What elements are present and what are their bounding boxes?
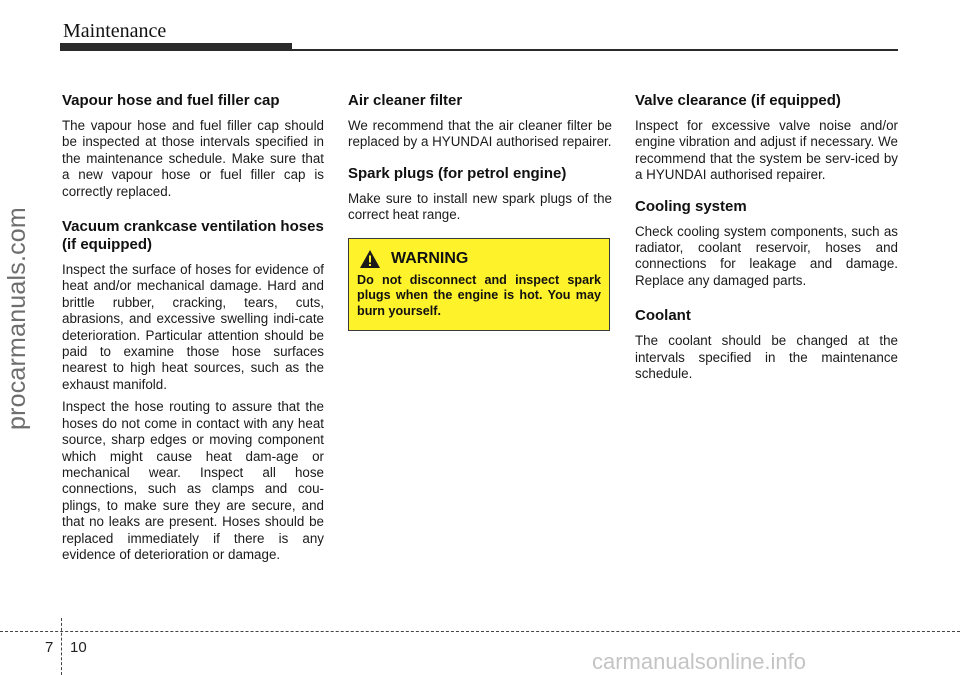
header-rule xyxy=(60,49,898,51)
column-left xyxy=(62,92,324,569)
page-header-title: Maintenance xyxy=(63,20,167,42)
warning-header xyxy=(357,249,601,269)
warning-text: Do not disconnect and inspect spark plugs when the engine is hot. You may burn yourself. xyxy=(357,272,601,318)
section-title-vacuum-crankcase: Vacuum crankcase ventilation hoses (if equipped) xyxy=(62,218,324,254)
section-body-vacuum-crankcase-1: Inspect the surface of hoses for evidence of heat and/or mechanical damage. Hard and brittle rubber, cracking, tears, cuts, abrasions, and excessive swelling indi-cate deterioration. Particular attention should be paid to examine those hose surfaces nearest to high heat sources, such as the exhaust manifold. xyxy=(62,262,324,392)
section-title-valve-clearance: Valve clearance (if equipped) xyxy=(635,92,841,109)
section-body-vapour-hose: The vapour hose and fuel filler cap should be inspected at those intervals specified in the maintenance schedule. Make sure that a new vapour hose or fuel filler cap is correctly replaced. xyxy=(62,118,324,199)
section-body-spark-plugs: Make sure to install new spark plugs of the correct heat range. xyxy=(348,190,612,223)
section-title-coolant: Coolant xyxy=(635,307,691,325)
bottom-watermark: carmanualsonline.info xyxy=(592,649,807,674)
section-title-air-cleaner: Air cleaner filter xyxy=(348,92,463,109)
section-body-valve-clearance: Inspect for excessive valve noise and/or engine vibration and adjust if necessary. We recommend that the system be serv-iced by a HYUNDAI authorised repairer. xyxy=(635,118,898,183)
section-body-cooling-system: Check cooling system components, such as radiator, coolant reservoir, hoses and connections for leakage and damage. Replace any damaged parts. xyxy=(635,223,898,288)
column-middle xyxy=(348,92,612,331)
section-title-vapour-hose: Vapour hose and fuel filler cap xyxy=(62,92,280,109)
page-number: 10 xyxy=(70,639,87,656)
page-chapter-number: 7 xyxy=(45,639,54,656)
warning-title: WARNING xyxy=(391,249,469,267)
section-body-vacuum-crankcase-2: Inspect the hose routing to assure that the hoses do not come in contact with any heat source, sharp edges or moving component which might cause heat dam-age or mechanical wear. Inspect all hose connections, such as clamps and cou-plings, to make sure they are secure, and that no leaks are present. Hoses should be replaced immediately if there is any evidence of deterioration or damage. xyxy=(62,399,324,562)
section-body-coolant: The coolant should be changed at the intervals specified in the maintenance schedule. xyxy=(635,333,898,382)
warning-box xyxy=(348,238,610,331)
footer-dashed-rule xyxy=(0,631,960,632)
section-body-air-cleaner: We recommend that the air cleaner filter be replaced by a HYUNDAI authorised repairer. xyxy=(348,118,612,150)
side-watermark: procarmanuals.com xyxy=(3,207,31,430)
section-title-spark-plugs: Spark plugs (for petrol engine) xyxy=(348,164,567,182)
column-right xyxy=(635,92,898,388)
footer-dashed-divider xyxy=(61,618,62,675)
section-title-cooling-system: Cooling system xyxy=(635,197,747,215)
warning-triangle-icon xyxy=(359,249,381,269)
